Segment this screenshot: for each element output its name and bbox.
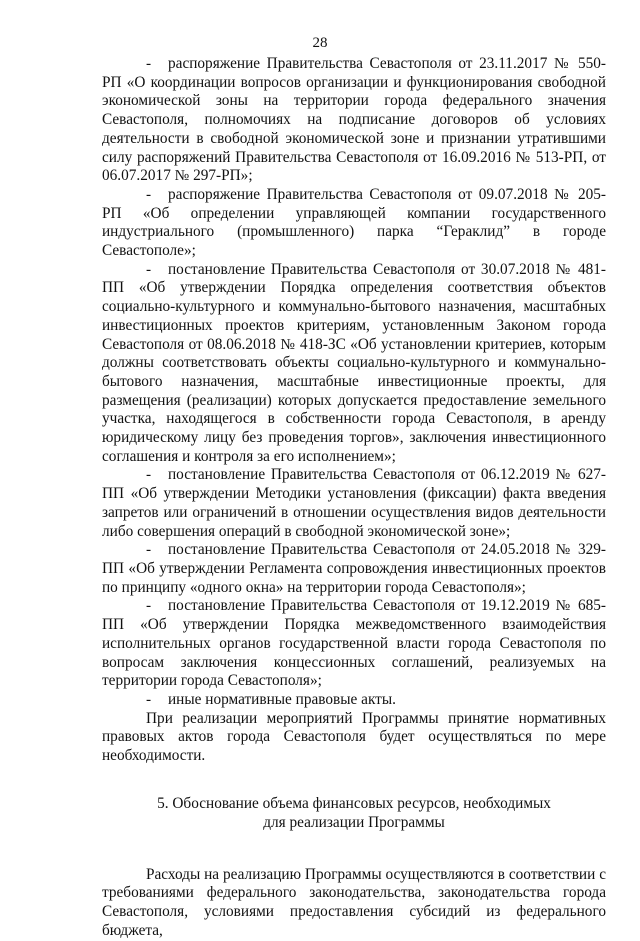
page-number: 28 [312,35,328,51]
list-item-text: постановление Правительства Севастополя от 30.07.2018 № 481-ПП «Об утверждении Порядка определения соответствия объектов социально-культурного и коммунально-бытового назначения, масштабных инвестиционных проектов критериям, установленным Законом города Севастополя от 08.06.2018 № 418-ЗС «Об установлении критериев, которым должны соответствовать объекты социально-культурного и коммунально-бытового назначения, масштабные инвестиционные проекты, для размещения (реализации) которых допускается предоставление земельного участка, находящегося в собственности города Севастополя, в аренду юридическому лицу без проведения торгов», заключения инвестиционного соглашения и контроля за его исполнением»; [102,260,606,465]
list-dash: - [146,55,152,72]
list-dash: - [146,185,152,203]
section-heading [102,794,606,832]
list-dash: - [146,466,152,484]
list-item [102,597,606,691]
list-item [102,261,606,467]
list-item-text: распоряжение Правительства Севастополя от 23.11.2017 № 550-РП «О координации вопросов организации и функционирования свободной экономической зоны на территории города федерального значения Севастополя, полномочиях на подписание договоров об условиях деятельности в свободной экономической зоне и признании утратившими силу распоряжений Правительства Севастополя от 16.09.2016 № 513-РП, от 06.07.2017 № 297-РП»; [102,55,606,185]
list-item [102,691,606,710]
document-body [102,55,606,941]
final-paragraph: Расходы на реализацию Программы осуществляются в соответствии с требованиями федерального законодательства, законодательства города Севастополя, условиями предоставления субсидий из федерального бюджета, [102,865,606,939]
spacer [102,832,606,866]
section-heading-line: 5. Обоснование объема финансовых ресурсов, необходимых [157,794,551,812]
list-item [102,186,606,261]
list-item-text: иные нормативные правовые акты. [168,690,396,708]
section-heading-line: для реализации Программы [263,813,445,831]
list-item-text: постановление Правительства Севастополя от 19.12.2019 № 685-ПП «Об утверждении Порядка межведомственного взаимодействия исполнительных органов государственной власти города Севастополя по вопросам заключения концессионных соглашений, реализуемых на территории города Севастополя»; [102,597,606,690]
list-dash: - [146,260,152,278]
list-dash: - [146,541,152,559]
list-item-text: постановление Правительства Севастополя от 24.05.2018 № 329-ПП «Об утверждении Регламента сопровождения инвестиционных проектов по принципу «одного окна» на территории города Севастополя»; [102,541,606,596]
list-dash: - [146,690,152,708]
list-item-text: постановление Правительства Севастополя от 06.12.2019 № 627-ПП «Об утверждении Методики установления (фиксации) факта введения запретов или ограничений в отношении осуществления видов деятельности либо совершения операций в свободной экономической зоне»; [102,466,606,540]
list-item-text: распоряжение Правительства Севастополя от 09.07.2018 № 205-РП «Об определении управляющей компании государственного индустриального (промышленного) парка “Гераклид” в городе Севастополе»; [102,185,606,260]
paragraph-after-list: При реализации мероприятий Программы принятие нормативных правовых актов города Севастополя будет осуществляться по мере необходимости. [102,709,606,765]
list-item [102,466,606,541]
list-item [102,541,606,597]
list-dash: - [146,597,152,615]
list-item [102,55,606,186]
